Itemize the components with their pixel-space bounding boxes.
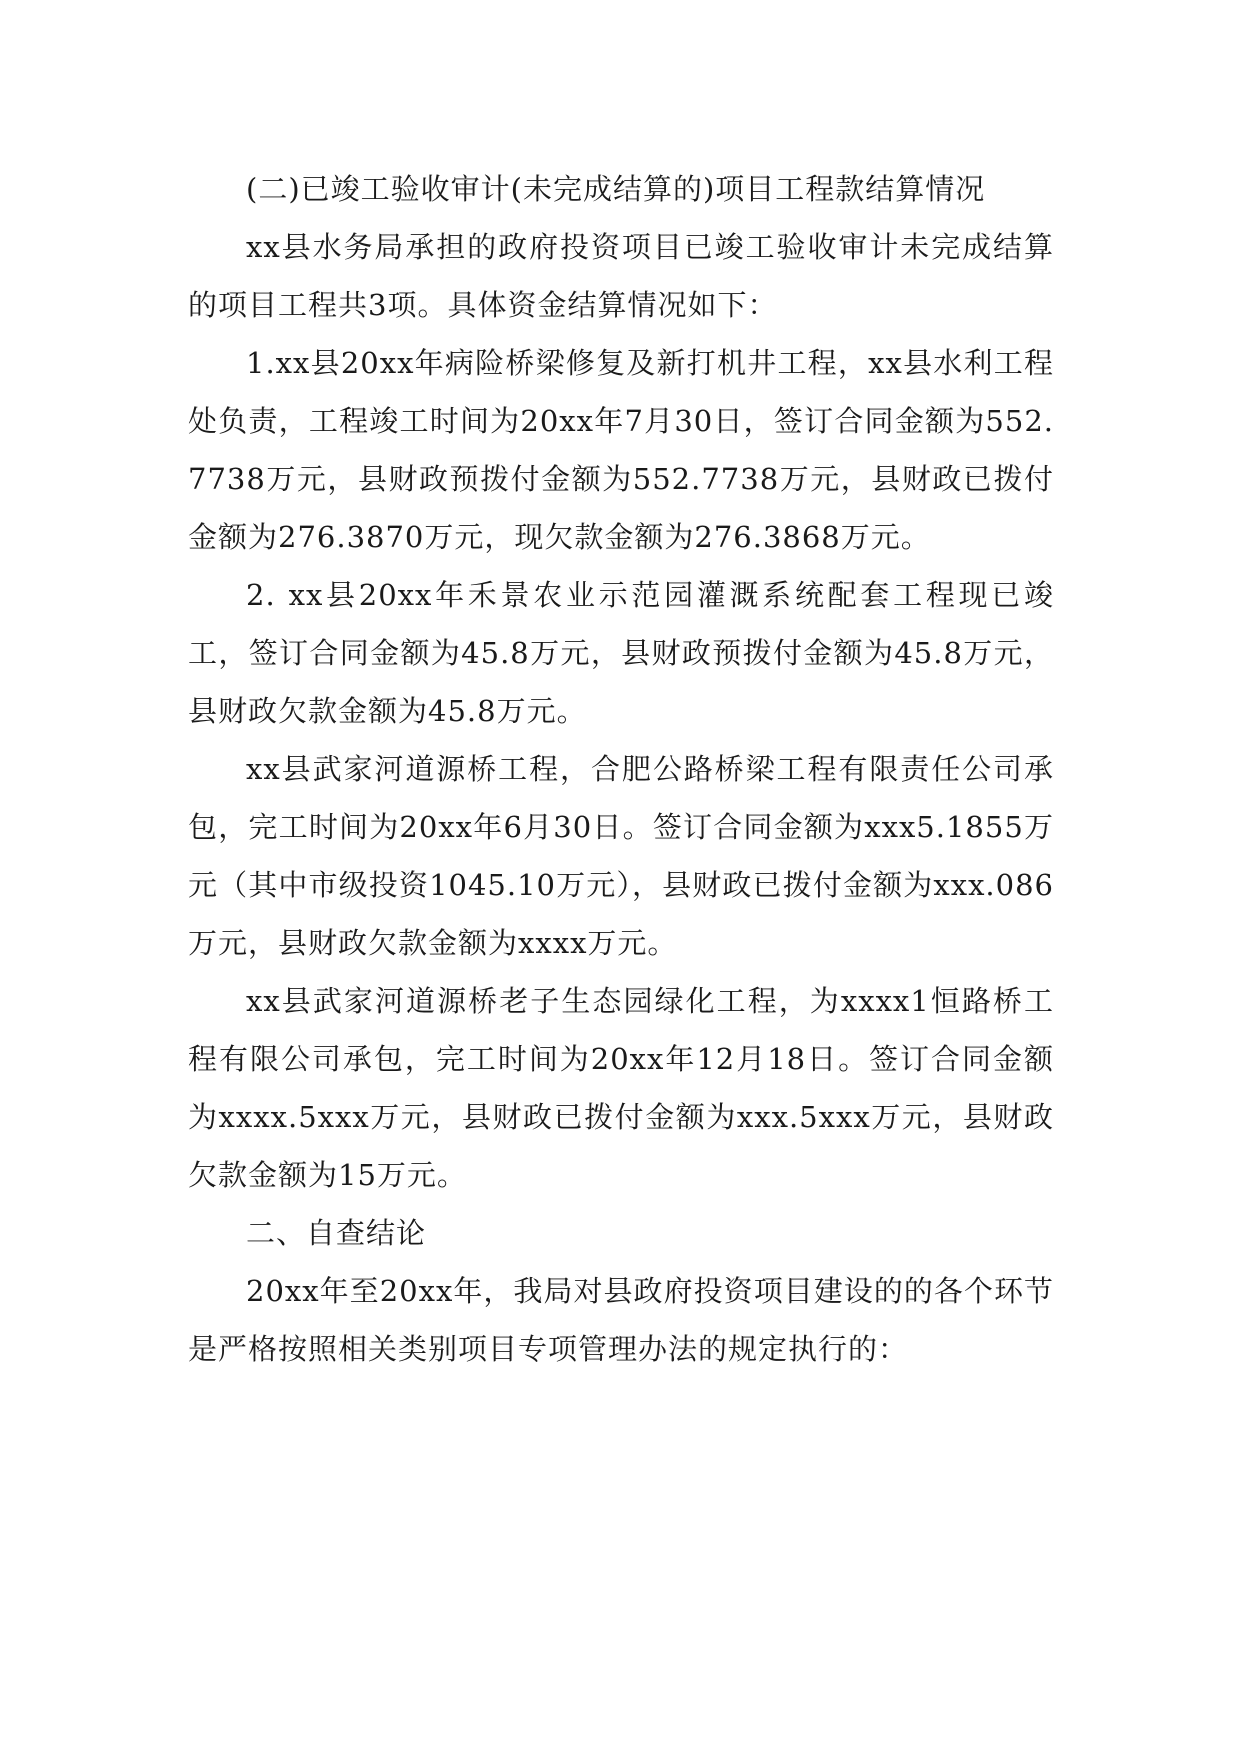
paragraph-conclusion: 20xx年至20xx年，我局对县政府投资项目建设的的各个环节是严格按照相关类别项目专项管理办法的规定执行的： [188, 1274, 1054, 1366]
section-heading-settlement: (二)已竣工验收审计(未完成结算的)项目工程款结算情况 [246, 172, 986, 206]
section-heading-conclusion: 二、自查结论 [246, 1216, 427, 1250]
document-body [188, 160, 1054, 1378]
paragraph-intro: xx县水务局承担的政府投资项目已竣工验收审计未完成结算的项目工程共3项。具体资金结算情况如下： [188, 230, 1054, 322]
paragraph-item-2: 2. xx县20xx年禾景农业示范园灌溉系统配套工程现已竣工，签订合同金额为45.8万元，县财政预拨付金额为45.8万元，县财政欠款金额为45.8万元。 [188, 578, 1054, 728]
paragraph-greening-project: xx县武家河道源桥老子生态园绿化工程，为xxxx1恒路桥工程有限公司承包，完工时间为20xx年12月18日。签订合同金额为xxxx.5xxx万元，县财政已拨付金额为xxx.5xxx万元，县财政欠款金额为15万元。 [188, 984, 1054, 1192]
paragraph-item-1: 1.xx县20xx年病险桥梁修复及新打机井工程，xx县水利工程处负责，工程竣工时间为20xx年7月30日，签订合同金额为552.7738万元，县财政预拨付金额为552.7738万元，县财政已拨付金额为276.3870万元，现欠款金额为276.3868万元。 [188, 346, 1054, 554]
paragraph-bridge-project: xx县武家河道源桥工程，合肥公路桥梁工程有限责任公司承包，完工时间为20xx年6月30日。签订合同金额为xxx5.1855万元（其中市级投资1045.10万元），县财政已拨付金额为xxx.086万元，县财政欠款金额为xxxx万元。 [188, 752, 1054, 960]
